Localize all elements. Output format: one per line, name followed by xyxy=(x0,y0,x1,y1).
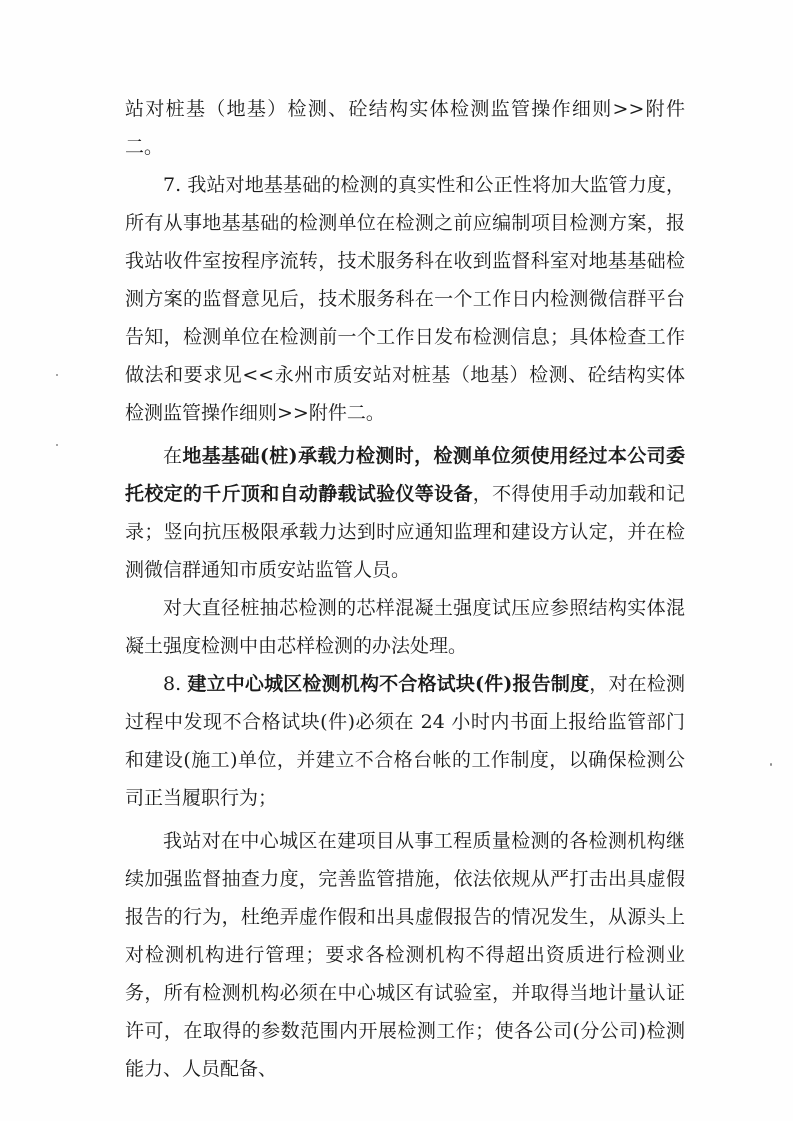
bold-text-run: 地基基础(桩)承载力检测时，检测单位须使用经过本公司委托校定的千斤顶和自动静载试验仪等设备 xyxy=(125,445,685,505)
bold-text-run: 建立中心城区检测机构不合格试块(件)报告制度 xyxy=(187,673,590,695)
paragraph-continuation xyxy=(125,90,685,166)
text-run: ，对在检测过程中发现不合格试块(件)必须在 24 小时内书面上报给监管部门和建设(施工)单位，并建立不合格台帐的工作制度，以确保检测公司正当履职行为； xyxy=(125,673,685,809)
paragraph-item-7 xyxy=(125,166,685,432)
scan-speck xyxy=(56,374,58,376)
paragraph-item-8 xyxy=(125,665,685,817)
paragraph-bearing-capacity xyxy=(125,437,685,589)
text-run: 对大直径桩抽芯检测的芯样混凝土强度试压应参照结构实体混凝土强度检测中由芯样检测的办法处理。 xyxy=(125,597,685,657)
text-run: 在 xyxy=(163,445,183,467)
text-run: 8. xyxy=(163,673,188,695)
paragraph-core-sample xyxy=(125,589,685,665)
scan-speck xyxy=(56,444,58,446)
text-run: 我站对在中心城区在建项目从事工程质量检测的各检测机构继续加强监督抽查力度，完善监管措施，依法依规从严打击出具虚假报告的行为，杜绝弄虚作假和出具虚假报告的情况发生，从源头上对检测机构进行管理；要求各检测机构不得超出资质进行检测业务，所有检测机构必须在中心城区有试验室，并取得当地计量认证许可，在取得的参数范围内开展检测工作；使各公司(分公司)检测能力、人员配备、 xyxy=(125,830,685,1080)
text-run: ，不得使用手动加载和记录；竖向抗压极限承载力达到时应通知监理和建设方认定，并在检测微信群通知市质安站监管人员。 xyxy=(125,483,685,581)
text-run: 站对桩基（地基）检测、砼结构实体检测监管操作细则>>附件二。 xyxy=(125,98,685,158)
paragraph-supervision xyxy=(125,822,685,1088)
document-body xyxy=(125,90,685,1088)
text-run: 7. 我站对地基基础的检测的真实性和公正性将加大监管力度，所有从事地基基础的检测单位在检测之前应编制项目检测方案，报我站收件室按程序流转，技术服务科在收到监督科室对地基基础检测方案的监督意见后，技术服务科在一个工作日内检测微信群平台告知，检测单位在检测前一个工作日发布检测信息；具体检查工作做法和要求见<<永州市质安站对桩基（地基）检测、砼结构实体检测监管操作细则>>附件二。 xyxy=(125,174,685,424)
scan-speck xyxy=(770,763,772,766)
